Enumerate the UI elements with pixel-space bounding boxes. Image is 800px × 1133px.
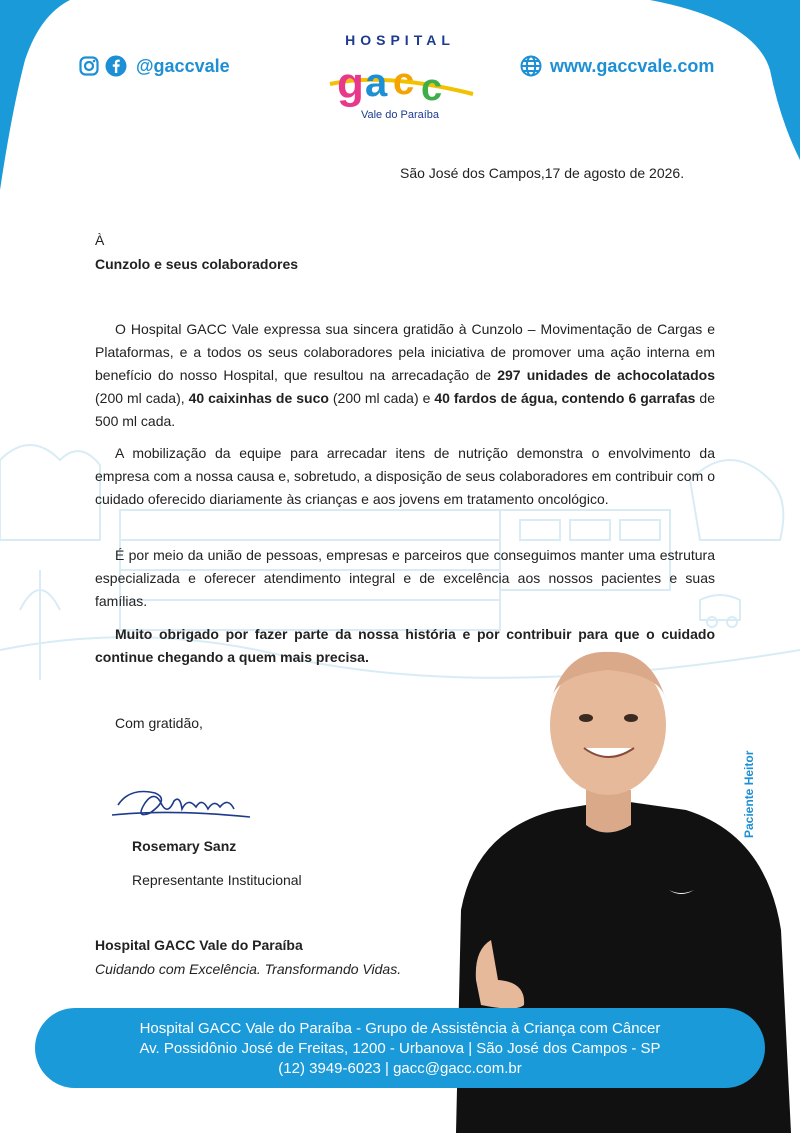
organization-tagline: Cuidando com Excelência. Transformando Vidas. [95, 961, 402, 977]
recipient: Cunzolo e seus colaboradores [95, 256, 299, 272]
header-corner-right [620, 0, 800, 170]
globe-icon [520, 55, 542, 77]
footer-line-2: Av. Possidônio José de Freitas, 1200 - Urbanova | São José dos Campos - SP [139, 1040, 661, 1057]
p1-text-2: (200 ml cada), [95, 390, 189, 406]
website-link[interactable] [520, 55, 714, 77]
p1-bold-1: 297 unidades de achocolatados [497, 367, 715, 383]
p1-text-1: O Hospital GACC Vale expressa sua sincera gratidão à Cunzolo – Movimentação de Cargas e Plataformas, e a todos os seus colaboradores pela iniciativa de promover uma ação interna em benefício do nosso Hospital, que resultou na arrecadação de [95, 321, 715, 383]
header-corner-left [0, 0, 90, 200]
social-links [78, 55, 230, 77]
closing: Com gratidão, [115, 715, 203, 731]
signer-name: Rosemary Sanz [132, 838, 237, 854]
paragraph-3: É por meio da união de pessoas, empresas e parceiros que conseguimos manter uma estrutura especializada e oferecer atendimento integral e de excelência aos nossos pacientes e suas famílias. [95, 547, 715, 609]
svg-text:c: c [421, 67, 443, 108]
facebook-icon[interactable] [105, 55, 127, 77]
paragraph-2: A mobilização da equipe para arrecadar itens de nutrição demonstra o envolvimento da empresa com a nossa causa e, sobretudo, a disposição de seus colaboradores em contribuir com o cuidado oferecido diariamente às crianças e aos jovens em tratamento oncológico. [95, 445, 715, 507]
organization-name: Hospital GACC Vale do Paraíba [95, 937, 303, 953]
svg-text:a: a [365, 61, 388, 105]
p1-bold-2: 40 caixinhas de suco [188, 390, 329, 406]
social-handle[interactable]: @gaccvale [136, 55, 230, 76]
signer-role: Representante Institucional [132, 872, 302, 888]
handwritten-signature [110, 775, 260, 830]
hospital-gacc-logo [315, 32, 485, 121]
footer-line-3[interactable]: (12) 3949-6023 | gacc@gacc.com.br [278, 1060, 522, 1077]
footer-line-1: Hospital GACC Vale do Paraíba - Grupo de Assistência à Criança com Câncer [139, 1020, 661, 1037]
logo-subtitle: Vale do Paraíba [360, 109, 440, 121]
website-url[interactable]: www.gaccvale.com [550, 55, 715, 76]
paragraph-4: Muito obrigado por fazer parte da nossa história e por contribuir para que o cuidado continue chegando a quem mais precisa. [95, 626, 715, 665]
p1-text-4: de 500 ml cada. [95, 390, 715, 429]
logo-mark [325, 50, 475, 108]
salutation-to: À [95, 232, 105, 248]
svg-text:g: g [337, 59, 364, 108]
paragraph-1 [95, 318, 715, 433]
svg-text:c: c [393, 61, 415, 103]
footer-contact-bar [35, 1008, 765, 1088]
p1-bold-3: 40 fardos de água, contendo 6 garrafas [434, 390, 696, 406]
logo-top-text: HOSPITAL [345, 32, 455, 48]
instagram-icon[interactable] [78, 55, 100, 77]
letter-date: São José dos Campos,17 de agosto de 2026. [400, 165, 685, 181]
patient-label: Paciente Heitor [742, 750, 756, 838]
p1-text-3: (200 ml cada) e [328, 390, 435, 406]
